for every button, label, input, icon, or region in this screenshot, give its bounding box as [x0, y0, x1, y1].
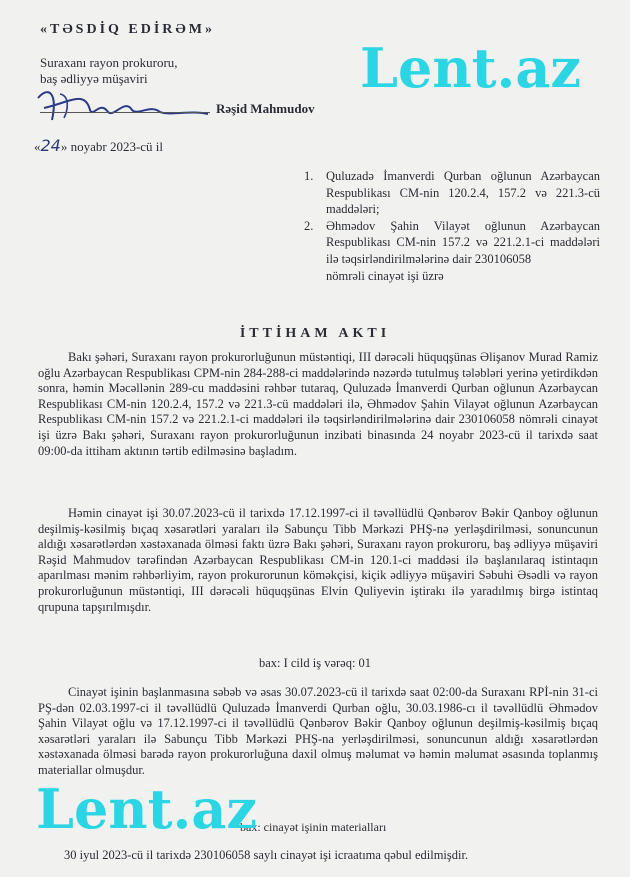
approval-date [34, 136, 163, 155]
document-heading: İTTİHAM AKTI [239, 326, 391, 341]
signatory-name: Rəşid Mahmudov [216, 101, 315, 116]
materials-reference: bax: cinayət işinin materialları [240, 820, 387, 834]
approval-rank-line: baş ədliyyə müşaviri [40, 71, 148, 86]
watermark-top: Lent.az [360, 36, 581, 100]
approval-position-line: Suraxanı rayon prokuroru, [40, 55, 178, 70]
list-text: nömrəli cinayət işi üzrə [326, 268, 444, 283]
signature-line [40, 112, 210, 113]
accused-list [304, 168, 600, 284]
list-text: Quluzadə İmanverdi Qurban oğlunun Azərbaycan Respublikası CM-nin 120.2.4, 157.2 və 221.3-cü maddələri; [326, 169, 600, 217]
list-number: 2. [304, 218, 314, 233]
paragraph-case-origin: Həmin cinayət işi 30.07.2023-cü il tarixdə 17.12.1997-ci il təvəllüdlü Qənbərov Bəkir Qanboy oğlunun deşilmiş-kəsilmiş bıçaq xəsarətləri yaraları ilə Sabunçu Tibb Mərkəzi PHŞ-nə yerləşdirilməsi, sonuncunun aldığı xəsarətlərdən xəstəxanada ölməsi faktı üzrə Bakı şəhəri, Suraxanı rayon prokuroru, baş ədliyyə müşaviri Rəşid Mahmudov tərəfindən Azərbaycan Respublikası CM-in 120.1-ci maddəsi ilə başlanılaraq istintaqın aparılması mənim rəhbərliyim, rayon prokurorunun köməkçisi, kiçik ədliyyə müşaviri Səbuhi Əsədli və rayon prokurorluğunun müstəntiqi, III dərəcəli hüquqşünas Elvin Quliyevin iştirakı ilə yaradılmış birgə istintaq qrupuna tapşırılmışdır. [38, 506, 598, 614]
date-month-year: noyabr 2023-cü il [70, 139, 164, 154]
list-number: 1. [304, 169, 314, 183]
paragraph-grounds: Cinayət işinin başlanmasına səbəb və əsas 30.07.2023-cü il tarixdə saat 02:00-da Suraxanı RPİ-nin 31-ci PŞ-dən 02.03.1997-ci il təvəllüdlü Quluzadə İmanverdi Qurban oğlu, 30.03.1986-cı il təvəllüdlü Əhmədov Şahin Vilayət oğlu və 17.12.1997-ci il təvəllüdlü Qənbərov Bəkir Qanboy oğlunun deşilmiş-kəsilmiş bıçaq xəsarətləri yaraları ilə Sabunçu Tibb Mərkəzi PHŞ-na yerləşdirilməsi, sonuncunun aldığı xəsarətlərdən xəstəxanada ölməsi barədə rayon prokurorluğuna daxil olmuş məlumat və həmin məlumat əsasında toplanmış materiallar olmuşdur. [38, 685, 598, 777]
date-quote-close: » [60, 139, 68, 154]
approval-title: «TƏSDİQ EDİRƏM» [40, 22, 215, 37]
accused-item-tail [304, 268, 600, 285]
handwritten-signature [30, 80, 220, 130]
date-quote-open: « [34, 139, 41, 154]
accused-item-2 [304, 218, 600, 268]
accused-item-1 [304, 168, 600, 218]
volume-reference: bax: I cild iş vərəq: 01 [258, 656, 372, 670]
paragraph-intro: Bakı şəhəri, Suraxanı rayon prokurorluğunun müstəntiqi, III dərəcəli hüquqşünas Əlişanov Murad Ramiz oğlu Azərbaycan Respublikası CPM-nin 284-288-ci maddələrində nəzərdə tutulmuş tələbləri yerinə yetirdikdən sonra, həmin Məcəllənin 289-cu maddəsini rəhbər tutaraq, Quluzadə İmanverdi Qurban oğlunun Azərbaycan Respublikası CM-nin 120.2.4, 157.2 və 221.3-cü maddələri ilə, Əhmədov Şahin Vilayət oğlunun Azərbaycan Respublikası CM-nin 157.2 və 221.2.1-ci maddələri ilə təqsirləndirilmələrinə dair 230106058 nömrəli cinayət işi üzrə Bakı şəhəri, Suraxanı rayon prokurorluğunun inzibati binasında 24 noyabr 2023-cü il tarixdə saat 09:00-da ittiham aktının tərtib edilməsinə başladım. [38, 350, 598, 458]
date-day-handwritten: 24 [40, 136, 61, 155]
watermark-bottom: Lent.az [36, 777, 257, 841]
list-text: Əhmədov Şahin Vilayət oğlunun Azərbaycan Respublikası CM-nin 157.2 və 221.2.1-ci maddələri ilə təqsirləndirilmələrinə dair 230106058 [326, 218, 600, 266]
acceptance-line: 30 iyul 2023-cü il tarixdə 230106058 saylı cinayət işi icraatıma qəbul edilmişdir. [64, 848, 469, 862]
